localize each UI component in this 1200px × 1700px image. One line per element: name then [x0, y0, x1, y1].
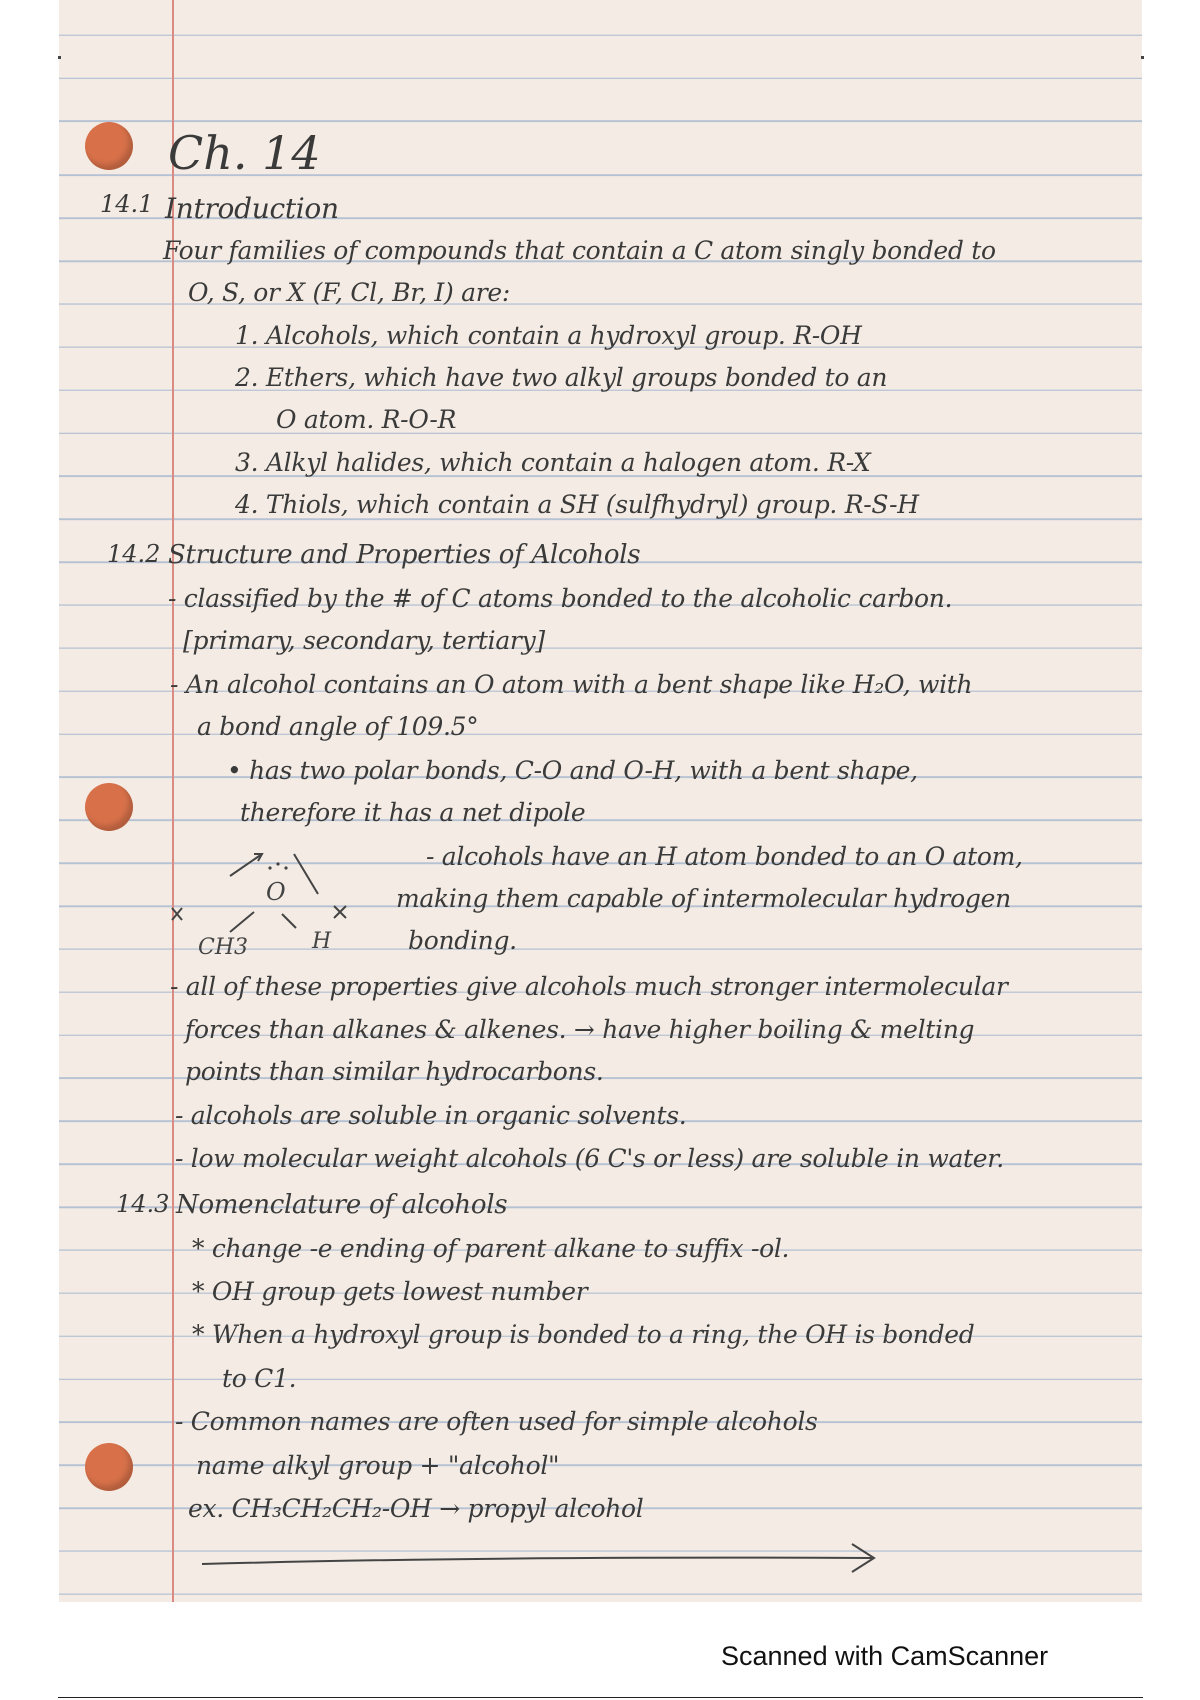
binder-hole-middle	[85, 783, 133, 831]
binder-hole-bottom	[85, 1443, 133, 1491]
intro-item-alcohols: 1. Alcohols, which contain a hydroxyl group. R-OH	[235, 321, 862, 350]
section-heading-nomenclature: Nomenclature of alcohols	[176, 1190, 508, 1220]
scan-corner-mark-right	[1141, 56, 1144, 59]
section-number-14-3: 14.3	[116, 1190, 170, 1218]
intro-item-ethers: 2. Ethers, which have two alkyl groups bonded to an	[235, 363, 888, 392]
nomenclature-line-2: * OH group gets lowest number	[192, 1277, 588, 1306]
structure-line-9: bonding.	[408, 926, 517, 955]
structure-line-2: [primary, secondary, tertiary]	[183, 626, 545, 655]
structure-line-11: forces than alkanes & alkenes. → have higher boiling & melting	[185, 1015, 975, 1044]
scanner-watermark: Scanned with CamScanner	[721, 1641, 1049, 1671]
continue-arrow	[200, 1538, 890, 1578]
molecule-group-ch3: CH3	[198, 935, 249, 958]
structure-line-14: - low molecular weight alcohols (6 C's or less) are soluble in water.	[175, 1144, 1004, 1173]
intro-item-ethers-cont: O atom. R-O-R	[276, 405, 457, 434]
structure-line-5: • has two polar bonds, C-O and O-H, with a bent shape,	[227, 756, 918, 785]
structure-line-10: - all of these properties give alcohols much stronger intermolecular	[170, 972, 1008, 1001]
section-number-14-1: 14.1	[100, 190, 154, 218]
binder-hole-top	[85, 122, 133, 170]
structure-line-8: making them capable of intermolecular hydrogen	[396, 884, 1011, 913]
nomenclature-line-6: name alkyl group + "alcohol"	[196, 1451, 560, 1480]
structure-line-4: a bond angle of 109.5°	[197, 712, 479, 741]
intro-line-2: O, S, or X (F, Cl, Br, I) are:	[188, 278, 510, 307]
structure-line-1: - classified by the # of C atoms bonded to the alcoholic carbon.	[168, 584, 953, 613]
molecule-atom-o: O	[266, 878, 286, 906]
nomenclature-line-5: - Common names are often used for simple alcohols	[175, 1407, 818, 1436]
methanol-structure-sketch	[170, 848, 380, 958]
section-heading-structure: Structure and Properties of Alcohols	[168, 540, 641, 570]
footer-rule	[58, 1697, 1143, 1698]
molecule-atom-h: H	[312, 929, 332, 954]
nomenclature-line-3: * When a hydroxyl group is bonded to a ring, the OH is bonded	[192, 1320, 975, 1349]
intro-item-thiols: 4. Thiols, which contain a SH (sulfhydryl) group. R-S-H	[235, 490, 919, 519]
intro-item-alkyl-halides: 3. Alkyl halides, which contain a halogen atom. R-X	[235, 448, 871, 477]
page-title: Ch. 14	[168, 126, 321, 180]
structure-line-13: - alcohols are soluble in organic solvents.	[175, 1101, 687, 1130]
scan-corner-mark-left	[58, 56, 61, 59]
structure-line-6: therefore it has a net dipole	[240, 798, 586, 827]
structure-line-7: - alcohols have an H atom bonded to an O atom,	[426, 842, 1023, 871]
section-number-14-2: 14.2	[107, 540, 161, 568]
nomenclature-line-4: to C1.	[222, 1364, 297, 1393]
intro-line-1: Four families of compounds that contain a C atom singly bonded to	[163, 236, 996, 265]
nomenclature-example: ex. CH₃CH₂CH₂-OH → propyl alcohol	[188, 1494, 644, 1523]
section-heading-introduction: Introduction	[165, 192, 339, 225]
structure-line-12: points than similar hydrocarbons.	[185, 1057, 604, 1086]
nomenclature-line-1: * change -e ending of parent alkane to suffix -ol.	[192, 1234, 790, 1263]
structure-line-3: - An alcohol contains an O atom with a bent shape like H₂O, with	[170, 670, 973, 699]
